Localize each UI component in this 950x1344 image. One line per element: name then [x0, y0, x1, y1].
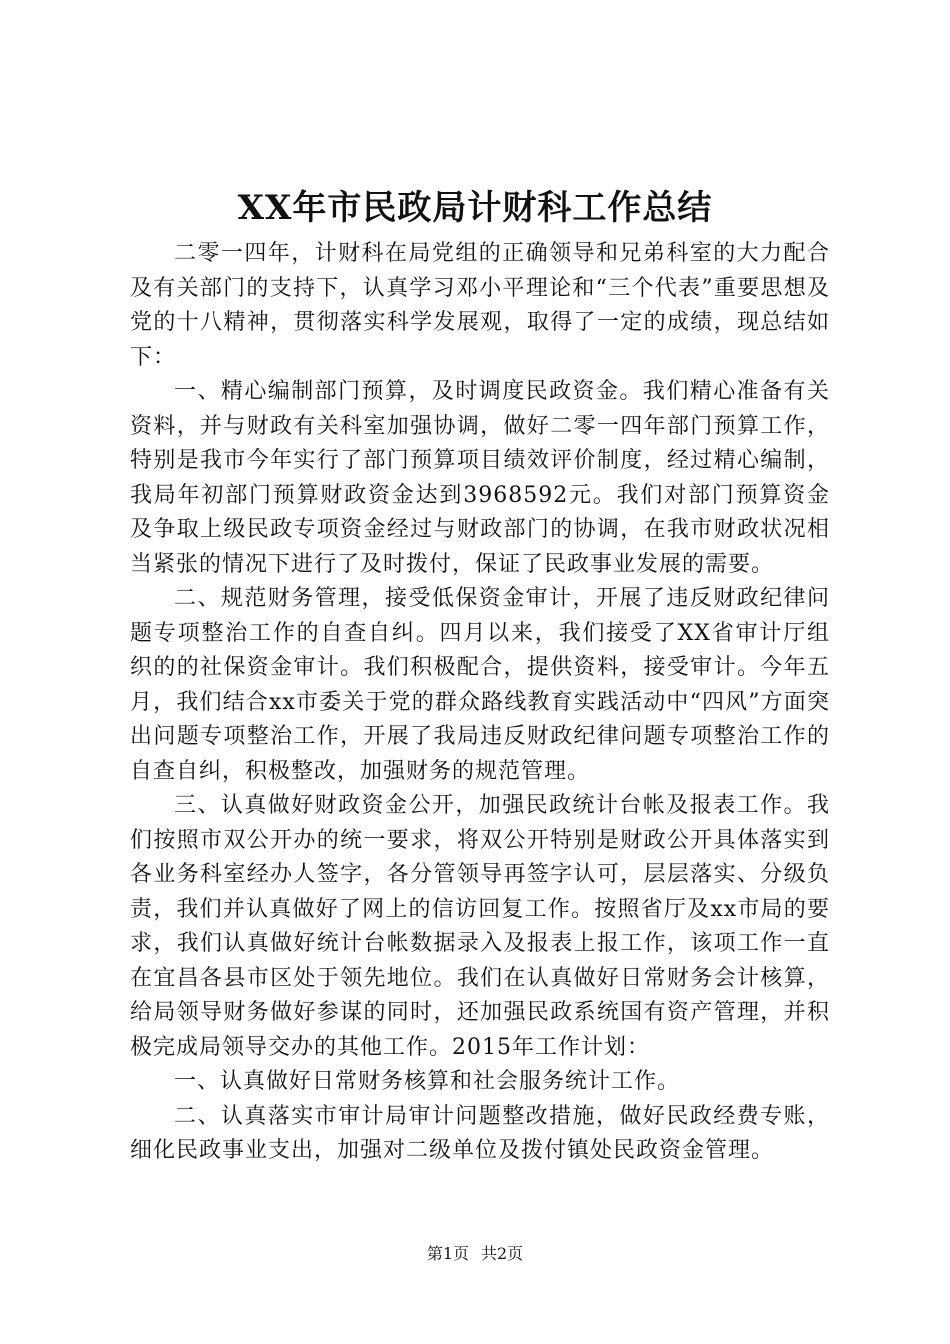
paragraph-section-3: 三、认真做好财政资金公开，加强民政统计台帐及报表工作。我们按照市双公开办的统一要求，将双公开特别是财政公开具体落实到各业务科室经办人签字，各分管领导再签字认可，层层落实、分级负责，我们并认真做好了网上的信访回复工作。按照省厅及xx市局的要求，我们认真做好统计台帐数据录入及报表上报工作，该项工作一直在宜昌各县市区处于领先地位。我们在认真做好日常财务会计核算，给局领导财务做好参谋的同时，还加强民政系统国有资产管理，并积极完成局领导交办的其他工作。2015年工作计划：	[130, 793, 830, 1060]
page-total: 共2页	[481, 1244, 524, 1263]
paragraph-plan-1: 一、认真做好日常财务核算和社会服务统计工作。	[174, 1069, 681, 1094]
paragraph-section-2: 二、规范财务管理，接受低保资金审计，开展了违反财政纪律问题专项整治工作的自查自纠。四月以来，我们接受了XX省审计厅组织的的社保资金审计。我们积极配合，提供资料，接受审计。今年五月，我们结合xx市委关于党的群众路线教育实践活动中“四风”方面突出问题专项整治工作，开展了我局违反财政纪律问题专项整治工作的自查自纠，积极整改，加强财务的规范管理。	[130, 586, 830, 784]
paragraph-section-1: 一、精心编制部门预算，及时调度民政资金。我们精心准备有关资料，并与财政有关科室加强协调，做好二零一四年部门预算工作，特别是我市今年实行了部门预算项目绩效评价制度，经过精心编制，我局年初部门预算财政资金达到3968592元。我们对部门预算资金及争取上级民政专项资金经过与财政部门的协调，在我市财政状况相当紧张的情况下进行了及时拨付，保证了民政事业发展的需要。	[130, 379, 830, 577]
document-title: XX年市民政局计财科工作总结	[237, 188, 713, 228]
paragraph-intro: 二零一四年，计财科在局党组的正确领导和兄弟科室的大力配合及有关部门的支持下，认真学习邓小平理论和“三个代表”重要思想及党的十八精神，贯彻落实科学发展观，取得了一定的成绩，现总结如下：	[130, 241, 830, 370]
document-body	[130, 237, 830, 1169]
paragraph-plan-2: 二、认真落实市审计局审计问题整改措施，做好民政经费专账，细化民政事业支出，加强对二级单位及拨付镇处民政资金管理。	[130, 1103, 830, 1163]
page-footer	[0, 1243, 950, 1265]
page-number: 第1页	[426, 1244, 469, 1263]
